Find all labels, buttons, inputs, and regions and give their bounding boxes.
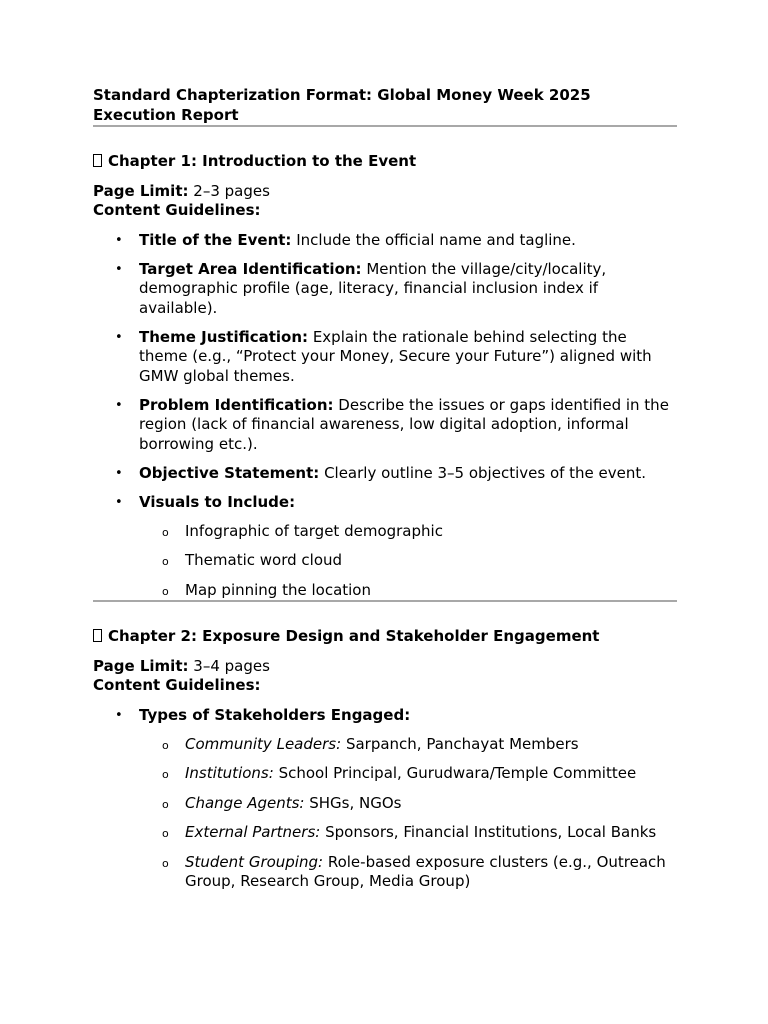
sub-bullet-marker: o: [162, 827, 169, 840]
sub-item-text: Map pinning the location: [185, 580, 371, 599]
chapter-1-guidelines-list: [93, 231, 677, 601]
sub-item-text: Role-based exposure clusters (e.g., Outreach Group, Research Group, Media Group): [185, 852, 666, 890]
list-item: [93, 706, 677, 892]
chapter-2-content-guidelines-label: Content Guidelines:: [93, 676, 261, 694]
sub-bullet-marker: o: [162, 768, 169, 781]
sub-item-label: Community Leaders:: [185, 734, 342, 753]
sub-bullet-marker: o: [162, 856, 169, 870]
placeholder-glyph-icon: [93, 154, 102, 167]
sub-bullet-marker: o: [162, 738, 169, 752]
sub-list-item: [139, 551, 677, 571]
item-label: Visuals to Include:: [139, 492, 296, 511]
chapter-2-guidelines-list: [93, 706, 677, 892]
list-item: [93, 396, 677, 455]
document-title: [93, 86, 677, 125]
item-label: Problem Identification:: [139, 395, 334, 414]
chapter-1-heading: [93, 152, 677, 172]
document-title-line1: Standard Chapterization Format: Global Money Week 2025: [93, 86, 591, 104]
page-limit-label: Page Limit:: [93, 656, 189, 675]
list-item: [93, 493, 677, 601]
sub-item-text: SHGs, NGOs: [309, 793, 402, 812]
bullet-marker: •: [115, 232, 123, 248]
sub-item-label: Institutions:: [185, 764, 274, 782]
sub-item-text: School Principal, Gurudwara/Temple Committee: [278, 764, 637, 782]
sub-bullet-marker: o: [162, 797, 169, 811]
sub-item-label: External Partners:: [185, 823, 321, 841]
sub-item-label: Student Grouping:: [185, 852, 324, 871]
sub-item-text: Thematic word cloud: [185, 551, 343, 569]
list-item: [93, 464, 677, 484]
page-limit-label: Page Limit:: [93, 181, 189, 200]
sub-list-item: [139, 794, 677, 814]
page-limit-value: 2–3 pages: [193, 181, 270, 200]
visuals-sublist: [139, 522, 677, 601]
stakeholders-sublist: [139, 735, 677, 892]
sub-item-text: Infographic of target demographic: [185, 521, 443, 540]
bullet-marker: •: [115, 494, 123, 510]
item-label: Types of Stakeholders Engaged:: [139, 705, 411, 724]
sub-list-item: [139, 581, 677, 601]
document-body: [93, 86, 677, 892]
sub-item-text: Sponsors, Financial Institutions, Local Banks: [325, 823, 657, 841]
item-label: Theme Justification:: [139, 327, 309, 346]
sub-item-label: Change Agents:: [185, 793, 305, 812]
sub-list-item: [139, 853, 677, 892]
bullet-marker: •: [115, 329, 123, 345]
item-label: Objective Statement:: [139, 463, 320, 482]
chapter-2-heading-text: Chapter 2: Exposure Design and Stakeholder Engagement: [108, 627, 600, 645]
sub-list-item: [139, 764, 677, 784]
sub-bullet-marker: o: [162, 555, 169, 568]
sub-list-item: [139, 522, 677, 542]
list-item: [93, 231, 677, 251]
chapter-2-heading: [93, 627, 677, 647]
sub-list-item: [139, 823, 677, 843]
sub-item-text: Sarpanch, Panchayat Members: [345, 734, 579, 753]
bullet-marker: •: [115, 707, 123, 723]
item-text: Include the official name and tagline.: [296, 230, 576, 249]
bullet-marker: •: [115, 397, 123, 413]
item-label: Target Area Identification:: [139, 259, 362, 278]
chapter-1-heading-text: Chapter 1: Introduction to the Event: [108, 152, 417, 170]
horizontal-divider: [93, 125, 677, 127]
item-text: Clearly outline 3–5 objectives of the event.: [324, 463, 647, 482]
chapter-1-content-guidelines-label: Content Guidelines:: [93, 201, 261, 219]
sub-bullet-marker: o: [162, 525, 169, 539]
item-text: Describe the issues or gaps identified in the region (lack of financial awareness, low digital adoption, informal borrowing etc.).: [139, 395, 669, 453]
item-label: Title of the Event:: [139, 230, 292, 249]
placeholder-glyph-icon: [93, 629, 102, 642]
bullet-marker: •: [115, 465, 123, 481]
horizontal-divider: [93, 600, 677, 602]
list-item: [93, 328, 677, 387]
chapter-2-page-limit: [93, 657, 677, 677]
sub-bullet-marker: o: [162, 584, 169, 598]
list-item: [93, 260, 677, 319]
page-limit-value: 3–4 pages: [193, 656, 270, 675]
sub-list-item: [139, 735, 677, 755]
chapter-1-page-limit: [93, 182, 677, 202]
item-text: Mention the village/city/locality, demographic profile (age, literacy, financial inclusion index if available).: [139, 259, 607, 317]
item-text: Explain the rationale behind selecting the theme (e.g., “Protect your Money, Secure your Future”) aligned with GMW global themes.: [139, 327, 652, 385]
document-title-line2: Execution Report: [93, 105, 239, 124]
bullet-marker: •: [115, 261, 123, 277]
